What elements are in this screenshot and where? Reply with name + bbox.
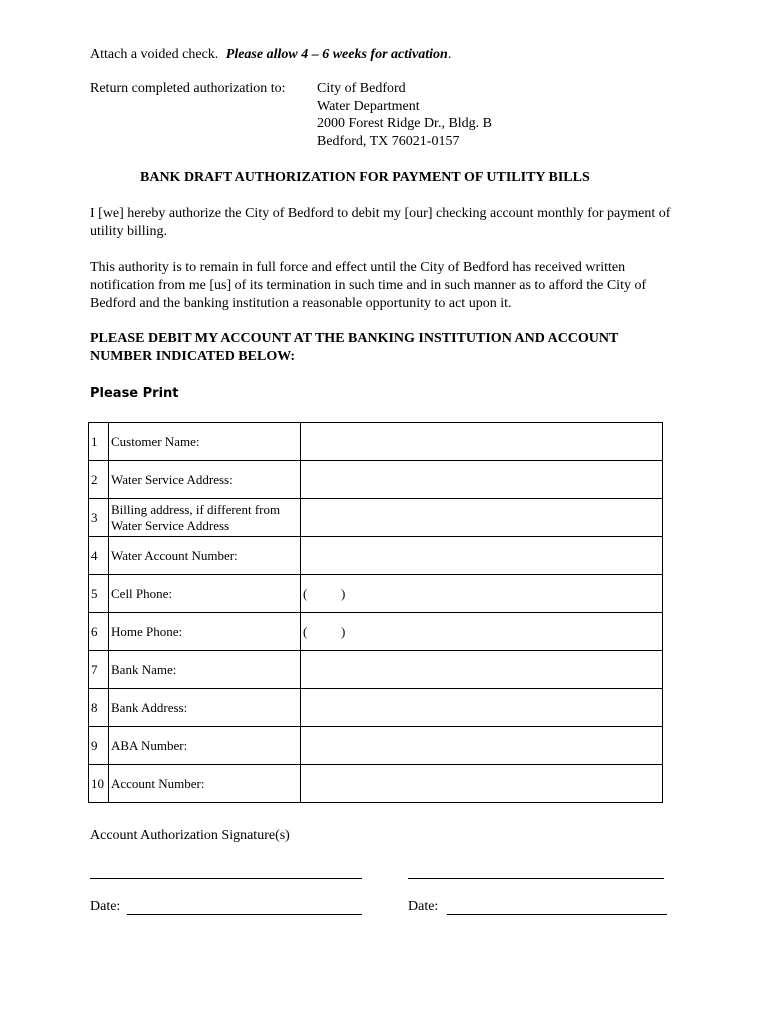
signature-line-2[interactable] — [408, 878, 664, 879]
address-line-3: 2000 Forest Ridge Dr., Bldg. B — [317, 116, 493, 131]
area-code-open: ( — [303, 623, 308, 639]
row-number: 6 — [89, 613, 109, 651]
return-label: Return completed authorization to: — [90, 81, 286, 96]
signature-line-1[interactable] — [90, 878, 362, 879]
row-number: 7 — [89, 651, 109, 689]
billing-address-field[interactable] — [301, 499, 663, 537]
authorization-form-table — [88, 422, 663, 803]
date-label-1: Date: — [90, 899, 121, 914]
authority-paragraph: This authority is to remain in full force and effect until the City of Bedford has received written notification from me [us] of its termination in such time and in such manner as to afford the City of Bedford and the banking institution a reasonable opportunity to act upon it. — [90, 260, 647, 311]
form-row-account-number — [89, 765, 663, 803]
signature-label: Account Authorization Signature(s) — [90, 828, 290, 843]
row-label: Bank Address: — [109, 689, 301, 727]
address-line-4: Bedford, TX 76021-0157 — [317, 134, 460, 149]
bank-address-field[interactable] — [301, 689, 663, 727]
row-number: 5 — [89, 575, 109, 613]
aba-number-field[interactable] — [301, 727, 663, 765]
row-label: Bank Name: — [109, 651, 301, 689]
customer-name-field[interactable] — [301, 423, 663, 461]
bank-name-field[interactable] — [301, 651, 663, 689]
row-number: 2 — [89, 461, 109, 499]
form-row-bank-address — [89, 689, 663, 727]
address-line-1: City of Bedford — [317, 81, 406, 96]
row-label: Water Service Address: — [109, 461, 301, 499]
activation-note: Please allow 4 – 6 weeks for activation — [225, 47, 448, 62]
date-label-2: Date: — [408, 899, 439, 914]
date-line-2[interactable] — [447, 914, 667, 915]
date-line-1[interactable] — [127, 914, 362, 915]
row-label: Account Number: — [109, 765, 301, 803]
attach-check-line — [90, 47, 451, 63]
row-label: ABA Number: — [109, 727, 301, 765]
water-account-number-field[interactable] — [301, 537, 663, 575]
form-row-aba-number — [89, 727, 663, 765]
debit-instruction: PLEASE DEBIT MY ACCOUNT AT THE BANKING INSTITUTION AND ACCOUNT NUMBER INDICATED BELOW: — [90, 331, 619, 364]
row-number: 3 — [89, 499, 109, 537]
home-phone-field[interactable] — [301, 613, 663, 651]
row-number: 9 — [89, 727, 109, 765]
cell-phone-field[interactable] — [301, 575, 663, 613]
row-label: Customer Name: — [109, 423, 301, 461]
row-label: Water Account Number: — [109, 537, 301, 575]
please-print-label: Please Print — [90, 386, 179, 401]
attach-check-text: Attach a voided check. — [90, 47, 219, 62]
area-code-close: ) — [341, 623, 346, 639]
form-row-home-phone — [89, 613, 663, 651]
row-number: 4 — [89, 537, 109, 575]
form-row-bank-name — [89, 651, 663, 689]
address-line-2: Water Department — [317, 99, 420, 114]
row-number: 10 — [89, 765, 109, 803]
form-row-water-service-address — [89, 461, 663, 499]
area-code-close: ) — [341, 585, 346, 601]
form-row-customer-name — [89, 423, 663, 461]
row-label: Home Phone: — [109, 613, 301, 651]
row-label: Billing address, if different from Water Service Address — [109, 499, 301, 537]
area-code-open: ( — [303, 585, 308, 601]
form-row-cell-phone — [89, 575, 663, 613]
row-number: 8 — [89, 689, 109, 727]
account-number-field[interactable] — [301, 765, 663, 803]
row-number: 1 — [89, 423, 109, 461]
row-label: Cell Phone: — [109, 575, 301, 613]
form-row-water-account-number — [89, 537, 663, 575]
water-service-address-field[interactable] — [301, 461, 663, 499]
form-row-billing-address — [89, 499, 663, 537]
page-title: BANK DRAFT AUTHORIZATION FOR PAYMENT OF UTILITY BILLS — [140, 170, 590, 185]
authorization-paragraph: I [we] hereby authorize the City of Bedford to debit my [our] checking account monthly for payment of utility billing. — [90, 206, 671, 239]
activation-period: . — [447, 47, 452, 62]
